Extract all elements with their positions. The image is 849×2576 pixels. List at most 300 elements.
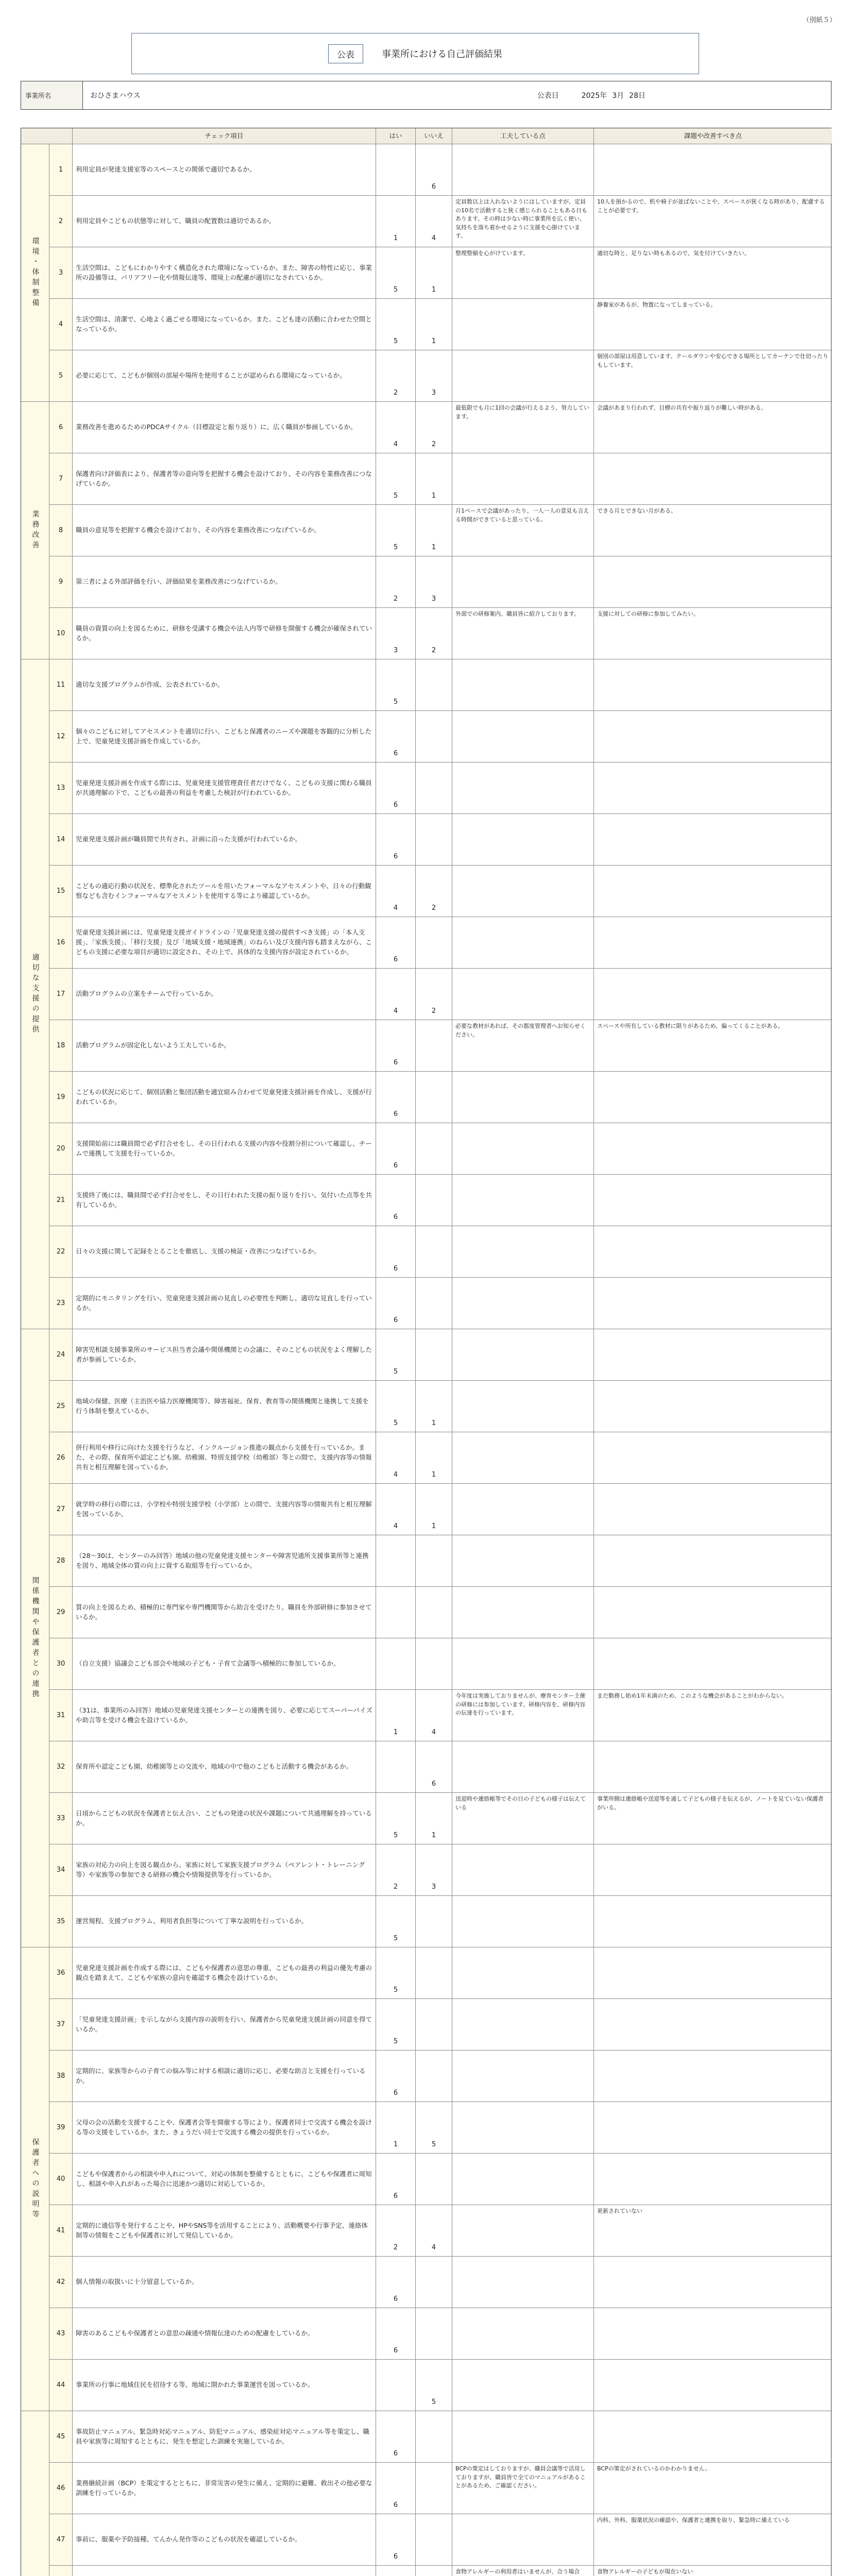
check-item: 業務継続計画（BCP）を策定するとともに、非常災害の発生に備え、定期的に避難、救出その他必要な訓練を行っているか。 [73, 2463, 376, 2514]
check-item: （31は、事業所のみ回答）地域の児童発達支援センターとの連携を図り、必要に応じてスーパーバイズや助言等を受ける機会を設けているか。 [73, 1690, 376, 1741]
effort-note [452, 1999, 594, 2050]
no-count [416, 453, 452, 505]
check-item: （自立支援）協議会こども部会や地域の子ども・子育て会議等へ積極的に参加しているか。 [73, 1638, 376, 1690]
check-item: 定期的に通信等を発行することや、HPやSNS等を活用することにより、活動概要や行事予定、連絡体制等の情報をこどもや保護者に対して発信しているか。 [73, 2205, 376, 2257]
check-item: 運営規程、支援プログラム、利用者負担等について丁寧な説明を行っているか。 [73, 1896, 376, 1947]
effort-note: 最低限でも月に1回の会議が行えるよう、努力しています。 [452, 402, 594, 453]
no-count [416, 1072, 452, 1123]
yes-count-value: 6 [393, 1316, 398, 1324]
category-cell [21, 1329, 49, 1947]
check-item: 支援終了後には、職員間で必ず打合せをし、その日行われた支援の振り返りを行い、気付いた点等を共有しているか。 [73, 1175, 376, 1226]
issue-note [594, 2411, 832, 2463]
check-item: 個々のこどもに対してアセスメントを適切に行い、こどもと保護者のニーズや課題を客観的に分析した上で、児童発達支援計画を作成しているか。 [73, 711, 376, 762]
yes-count [376, 299, 416, 350]
yes-count [376, 1484, 416, 1535]
effort-note [452, 1844, 594, 1896]
row-number: 47 [49, 2514, 73, 2566]
no-count [416, 2308, 452, 2360]
no-count-value: 1 [431, 1522, 436, 1530]
effort-note [452, 2050, 594, 2102]
yes-count-value: 6 [393, 1264, 398, 1273]
no-count [416, 556, 452, 608]
effort-note [452, 1587, 594, 1638]
check-item: 障害児相談支援事業所のサービス担当者会議や関係機関との会議に、そのこどもの状況をよく理解した者が参画しているか。 [73, 1329, 376, 1381]
issue-note [594, 814, 832, 866]
yes-count-value: 2 [393, 388, 398, 397]
yes-count [376, 1020, 416, 1072]
no-count [416, 711, 452, 762]
no-count [416, 247, 452, 299]
row-number: 37 [49, 1999, 73, 2050]
yes-count [376, 1278, 416, 1329]
effort-note [452, 814, 594, 866]
effort-note [452, 969, 594, 1020]
yes-count [376, 2566, 416, 2576]
no-count-value: 2 [431, 1007, 436, 1015]
no-count-value: 6 [431, 182, 436, 191]
issue-note: 10人を預かるので、机や椅子が並ばないことや、スペースが狭くなる時があり、配慮することが必要です。 [594, 196, 832, 247]
no-count-value: 3 [431, 1883, 436, 1891]
yes-count [376, 866, 416, 917]
facility-label: 事業所名 [21, 81, 83, 109]
row-number: 12 [49, 711, 73, 762]
row-number: 24 [49, 1329, 73, 1381]
check-item: 利用定員が発達支援室等のスペースとの関係で適切であるか。 [73, 144, 376, 196]
yes-count-value: 6 [393, 2501, 398, 2509]
yes-count [376, 2308, 416, 2360]
effort-note [452, 659, 594, 711]
issue-note [594, 1741, 832, 1793]
check-item: 日頃からこどもの状況を保護者と伝え合い、こどもの発達の状況や課題について共通理解を持っているか。 [73, 1793, 376, 1844]
yes-count [376, 711, 416, 762]
yes-count [376, 1741, 416, 1793]
row-number: 5 [49, 350, 73, 402]
no-count [416, 196, 452, 247]
no-count [416, 608, 452, 659]
check-item: 職員の意見等を把握する機会を設けており、その内容を業務改善につなげているか。 [73, 505, 376, 556]
yes-count-value: 5 [393, 698, 398, 706]
row-number: 7 [49, 453, 73, 505]
effort-note [452, 917, 594, 969]
no-count-value: 4 [431, 1728, 436, 1736]
row-number: 34 [49, 1844, 73, 1896]
yes-count [376, 969, 416, 1020]
check-item: 定期的にモニタリングを行い、児童発達支援計画の見直しの必要性を判断し、適切な見直しを行っているか。 [73, 1278, 376, 1329]
yes-count [376, 453, 416, 505]
header-yes: はい [376, 128, 416, 144]
no-count [416, 1226, 452, 1278]
row-number: 14 [49, 814, 73, 866]
row-number: 35 [49, 1896, 73, 1947]
check-item: こどもの適応行動の状況を、標準化されたツールを用いたフォーマルなアセスメントや、日々の行動観察なども含むインフォーマルなアセスメントを使用する等により確認しているか。 [73, 866, 376, 917]
yes-count [376, 2102, 416, 2154]
no-count [416, 2566, 452, 2576]
issue-note [594, 866, 832, 917]
yes-count [376, 1999, 416, 2050]
check-item: 質の向上を図るため、積極的に専門家や専門機関等から助言を受けたり、職員を外部研修に参加させているか。 [73, 1587, 376, 1638]
effort-note [452, 299, 594, 350]
no-count [416, 2411, 452, 2463]
issue-note [594, 556, 832, 608]
no-count-value: 1 [431, 285, 436, 294]
no-count [416, 2514, 452, 2566]
row-number: 16 [49, 917, 73, 969]
no-count [416, 1793, 452, 1844]
yes-count-value: 6 [393, 1110, 398, 1118]
issue-note [594, 1432, 832, 1484]
issue-note: まだ勤務し始め1年未満のため、このような機会があることがわからない。 [594, 1690, 832, 1741]
effort-note [452, 1535, 594, 1587]
effort-note [452, 2154, 594, 2205]
no-count [416, 969, 452, 1020]
issue-note [594, 1587, 832, 1638]
row-number: 1 [49, 144, 73, 196]
yes-count [376, 2360, 416, 2411]
effort-note: 今年度は実施しておりませんが、療育センター主催の研修には参加しています。研修内容を、研修内容の伝達を行っています。 [452, 1690, 594, 1741]
yes-count-value: 5 [393, 1831, 398, 1839]
yes-count [376, 608, 416, 659]
effort-note [452, 762, 594, 814]
yes-count [376, 659, 416, 711]
issue-note [594, 1844, 832, 1896]
effort-note [452, 350, 594, 402]
header-item: チェック項目 [73, 128, 376, 144]
row-number: 40 [49, 2154, 73, 2205]
issue-note [594, 1947, 832, 1999]
no-count-value: 5 [431, 2140, 436, 2148]
yes-count-value: 5 [393, 492, 398, 500]
effort-note [452, 2360, 594, 2411]
yes-count [376, 2514, 416, 2566]
row-number: 18 [49, 1020, 73, 1072]
no-count-value: 1 [431, 337, 436, 345]
public-badge: 公表 [328, 44, 363, 63]
effort-note [452, 1123, 594, 1175]
issue-note: 内科、外科、服薬状況の確認や、保護者と連携を取り、緊急時に備えている [594, 2514, 832, 2566]
yes-count [376, 1690, 416, 1741]
row-number: 39 [49, 2102, 73, 2154]
no-count-value: 2 [431, 440, 436, 448]
yes-count [376, 402, 416, 453]
no-count [416, 1020, 452, 1072]
no-count [416, 1947, 452, 1999]
yes-count-value: 5 [393, 2037, 398, 2045]
row-number: 43 [49, 2308, 73, 2360]
check-item: 児童発達支援計画が職員間で共有され、計画に沿った支援が行われているか。 [73, 814, 376, 866]
check-item: 家族の対応力の向上を図る観点から、家族に対して家族支援プログラム（ペアレント・トレーニング等）や家族等の参加できる研修の機会や情報提供等を行っているか。 [73, 1844, 376, 1896]
row-number: 36 [49, 1947, 73, 1999]
check-item [73, 2566, 376, 2576]
row-number: 2 [49, 196, 73, 247]
check-item: 「児童発達支援計画」を示しながら支援内容の説明を行い、保護者から児童発達支援計画の同意を得ているか。 [73, 1999, 376, 2050]
effort-note [452, 453, 594, 505]
row-number: 11 [49, 659, 73, 711]
publication-date [537, 90, 646, 100]
effort-note [452, 1329, 594, 1381]
issue-note: できる月とできない月がある。 [594, 505, 832, 556]
row-number: 31 [49, 1690, 73, 1741]
no-count [416, 1638, 452, 1690]
check-item: 障害のあるこどもや保護者との意思の疎通や情報伝達のための配慮をしているか。 [73, 2308, 376, 2360]
yes-count [376, 917, 416, 969]
effort-note [452, 1947, 594, 1999]
check-item: （28〜30は、センターのみ回答）地域の他の児童発達支援センターや障害児通所支援事業所等と連携を図り、地域全体の質の向上に資する取組等を行っているか。 [73, 1535, 376, 1587]
yes-count-value: 6 [393, 1058, 398, 1066]
no-count [416, 814, 452, 866]
issue-note [594, 762, 832, 814]
yes-count [376, 2050, 416, 2102]
yes-count-value: 6 [393, 801, 398, 809]
date-year: 2025年 [581, 92, 607, 100]
yes-count-value: 2 [393, 1883, 398, 1891]
yes-count-value: 4 [393, 1470, 398, 1479]
issue-note [594, 1484, 832, 1535]
issue-note: スペースや所有している教材に限りがあるため、偏ってくることがある。 [594, 1020, 832, 1072]
yes-count [376, 350, 416, 402]
check-item: 業務改善を進めるためのPDCAサイクル（目標設定と振り返り）に、広く職員が参画しているか。 [73, 402, 376, 453]
check-item: 支援開始前には職員間で必ず打合せをし、その日行われる支援の内容や役割分担について確認し、チームで連携して支援を行っているか。 [73, 1123, 376, 1175]
check-item: こどもや保護者からの相談や申入れについて、対応の体制を整備するとともに、こどもや保護者に周知し、相談や申入れがあった場合に迅速かつ適切に対応しているか。 [73, 2154, 376, 2205]
effort-note [452, 1278, 594, 1329]
category-cell [21, 1947, 49, 2411]
row-number: 38 [49, 2050, 73, 2102]
yes-count-value: 4 [393, 904, 398, 912]
yes-count [376, 2463, 416, 2514]
issue-note [594, 2360, 832, 2411]
header-blank [21, 128, 73, 144]
yes-count-value: 2 [393, 2243, 398, 2251]
row-number: 21 [49, 1175, 73, 1226]
no-count-value: 1 [431, 543, 436, 551]
issue-note [594, 2154, 832, 2205]
yes-count-value: 1 [393, 2140, 398, 2148]
check-item: 日々の支援に関して記録をとることを徹底し、支援の検証・改善につなげているか。 [73, 1226, 376, 1278]
effort-note [452, 1381, 594, 1432]
effort-note [452, 1741, 594, 1793]
check-item: 保育所や認定こども園、幼稚園等との交流や、地域の中で他のこどもと活動する機会があるか。 [73, 1741, 376, 1793]
no-count [416, 762, 452, 814]
category-cell [21, 659, 49, 1329]
check-item: 事故防止マニュアル、緊急時対応マニュアル、防犯マニュアル、感染症対応マニュアル等を策定し、職員や家族等に周知するとともに、発生を想定した訓練を実施しているか。 [73, 2411, 376, 2463]
issue-note [594, 453, 832, 505]
no-count [416, 2360, 452, 2411]
date-day: 28日 [629, 92, 646, 100]
no-count [416, 1123, 452, 1175]
row-number: 46 [49, 2463, 73, 2514]
evaluation-table [21, 128, 831, 2576]
check-item: 第三者による外部評価を行い、評価結果を業務改善につなげているか。 [73, 556, 376, 608]
no-count [416, 2050, 452, 2102]
issue-note: 支援に対しての研修に参加してみたい。 [594, 608, 832, 659]
no-count [416, 402, 452, 453]
yes-count-value: 5 [393, 285, 398, 294]
header-effort: 工夫している点 [452, 128, 594, 144]
effort-note: 外部での研修案内、職員皆に紹介しております。 [452, 608, 594, 659]
yes-count-value: 6 [393, 2449, 398, 2458]
row-number: 33 [49, 1793, 73, 1844]
no-count-value: 2 [431, 646, 436, 654]
yes-count-value: 4 [393, 1007, 398, 1015]
row-number: 19 [49, 1072, 73, 1123]
row-number: 29 [49, 1587, 73, 1638]
yes-count [376, 1175, 416, 1226]
header-no: いいえ [416, 128, 452, 144]
issue-note: 適切な時と、足りない時もあるので、気を付けていきたい。 [594, 247, 832, 299]
check-item: 児童発達支援計画を作成する際には、こどもや保護者の意思の尊重、こどもの最善の利益の優先考慮の観点を踏まえて、こどもや家族の意向を確認する機会を設けているか。 [73, 1947, 376, 1999]
date-label: 公表日 [537, 92, 559, 100]
no-count-value: 4 [431, 234, 436, 242]
yes-count-value: 6 [393, 1213, 398, 1221]
effort-note [452, 1175, 594, 1226]
category-label: 保護者への説明等 [31, 2138, 40, 2221]
effort-note [452, 711, 594, 762]
yes-count-value: 4 [393, 1522, 398, 1530]
yes-count-value: 5 [393, 543, 398, 551]
check-item: 就学時の移行の際には、小学校や特別支援学校（小学部）との間で、支援内容等の情報共有と相互理解を図っているか。 [73, 1484, 376, 1535]
row-number: 13 [49, 762, 73, 814]
issue-note [594, 2257, 832, 2308]
yes-count [376, 1947, 416, 1999]
yes-count-value: 1 [393, 234, 398, 242]
category-label: 環境・体制整備 [31, 236, 40, 309]
row-number: 15 [49, 866, 73, 917]
yes-count [376, 2205, 416, 2257]
check-item: 事業所の行事に地域住民を招待する等、地域に開かれた事業運営を図っているか。 [73, 2360, 376, 2411]
check-item: 児童発達支援計画を作成する際には、児童発達支援管理責任者だけでなく、こどもの支援に関わる職員が共通理解の下で、こどもの最善の利益を考慮した検討が行われているか。 [73, 762, 376, 814]
yes-count [376, 1072, 416, 1123]
row-number: 45 [49, 2411, 73, 2463]
category-cell [21, 144, 49, 402]
row-number: 20 [49, 1123, 73, 1175]
issue-note [594, 2308, 832, 2360]
yes-count [376, 2257, 416, 2308]
issue-note [594, 1123, 832, 1175]
check-item: 父母の会の活動を支援することや、保護者会等を開催する等により、保護者同士で交流する機会を設ける等の支援をしているか。また、きょうだい同士で交流する機会の提供を行っているか。 [73, 2102, 376, 2154]
row-number: 32 [49, 1741, 73, 1793]
issue-note [594, 144, 832, 196]
effort-note [452, 1072, 594, 1123]
issue-note [594, 2102, 832, 2154]
issue-note [594, 2050, 832, 2102]
category-label: 関係機関や保護者との連携 [31, 1576, 40, 1700]
yes-count-value: 6 [393, 2192, 398, 2200]
issue-note [594, 969, 832, 1020]
row-number: 17 [49, 969, 73, 1020]
title-box [131, 33, 699, 74]
row-number: 44 [49, 2360, 73, 2411]
effort-note: 必要な教材があれば、その都度管理者へお知らせください。 [452, 1020, 594, 1072]
issue-note [594, 1638, 832, 1690]
yes-count [376, 144, 416, 196]
check-item: 地域の保健、医療（主治医や協力医療機関等）、障害福祉、保育、教育等の関係機関と連携して支援を行う体制を整えているか。 [73, 1381, 376, 1432]
effort-note [452, 2514, 594, 2566]
issue-note [594, 1896, 832, 1947]
issue-note [594, 659, 832, 711]
effort-note [452, 1896, 594, 1947]
yes-count-value: 4 [393, 440, 398, 448]
issue-note: 事業所側は連絡帳や送迎等を通して子どもの様子を伝えるが、ノートを見ていない保護者がいる。 [594, 1793, 832, 1844]
row-number: 22 [49, 1226, 73, 1278]
yes-count [376, 1793, 416, 1844]
no-count-value: 1 [431, 1470, 436, 1479]
yes-count-value: 3 [393, 646, 398, 654]
yes-count [376, 556, 416, 608]
issue-note [594, 1329, 832, 1381]
row-number: 9 [49, 556, 73, 608]
check-item: 保護者向け評価表により、保護者等の意向等を把握する機会を設けており、その内容を業務改善につなげているか。 [73, 453, 376, 505]
issue-note [594, 1999, 832, 2050]
date-month: 3月 [612, 92, 624, 100]
header-issue: 課題や改善すべき点 [594, 128, 832, 144]
check-item: 生活空間は、こどもにわかりやすく構造化された環境になっているか。また、障害の特性に応じ、事業所の設備等は、バリアフリー化や情報伝達等、環境上の配慮が適切になされているか。 [73, 247, 376, 299]
no-count [416, 1175, 452, 1226]
no-count [416, 1741, 452, 1793]
no-count [416, 2463, 452, 2514]
check-item: 活動プログラムが固定化しないよう工夫しているか。 [73, 1020, 376, 1072]
yes-count [376, 247, 416, 299]
issue-note [594, 1175, 832, 1226]
no-count [416, 2154, 452, 2205]
no-count [416, 505, 452, 556]
issue-note [594, 711, 832, 762]
no-count-value: 3 [431, 388, 436, 397]
effort-note: BCPの策定はしておりますが、職員会議等で活用しておりますが、職員皆で全てのマニュアルがあることがあるため、ご確認ください。 [452, 2463, 594, 2514]
no-count [416, 1587, 452, 1638]
yes-count-value: 2 [393, 595, 398, 603]
yes-count-value: 1 [393, 1728, 398, 1736]
row-number: 26 [49, 1432, 73, 1484]
yes-count-value: 5 [393, 337, 398, 345]
yes-count [376, 762, 416, 814]
yes-count-value: 6 [393, 2346, 398, 2354]
effort-note [452, 1226, 594, 1278]
effort-note [452, 2102, 594, 2154]
issue-note [594, 1278, 832, 1329]
row-number: 25 [49, 1381, 73, 1432]
yes-count-value: 6 [393, 1161, 398, 1170]
no-count [416, 1329, 452, 1381]
yes-count [376, 196, 416, 247]
check-item: 利用定員やこどもの状態等に対して、職員の配置数は適切であるか。 [73, 196, 376, 247]
no-count [416, 1844, 452, 1896]
no-count-value: 6 [431, 1780, 436, 1788]
yes-count [376, 1381, 416, 1432]
yes-count [376, 1432, 416, 1484]
effort-note [452, 144, 594, 196]
yes-count-value: 6 [393, 955, 398, 963]
row-number: 41 [49, 2205, 73, 2257]
no-count-value: 4 [431, 2243, 436, 2251]
effort-note [452, 2308, 594, 2360]
no-count [416, 1432, 452, 1484]
effort-note: 送迎時や連絡帳等でその日の子どもの様子は伝えている [452, 1793, 594, 1844]
check-item: 職員の資質の向上を図るために、研修を受講する機会や法人内等で研修を開催する機会が確保されているか。 [73, 608, 376, 659]
no-count-value: 2 [431, 904, 436, 912]
issue-note [594, 1072, 832, 1123]
row-number: 28 [49, 1535, 73, 1587]
issue-note [594, 917, 832, 969]
check-item: 活動プログラムの立案をチームで行っているか。 [73, 969, 376, 1020]
yes-count-value: 5 [393, 1934, 398, 1942]
issue-note: 会議があまり行われず、目標の共有や振り返りが難しい時がある。 [594, 402, 832, 453]
no-count-value: 3 [431, 595, 436, 603]
issue-note: 静養室があるが、物置になってしまっている。 [594, 299, 832, 350]
row-number: 10 [49, 608, 73, 659]
check-item: 事前に、服薬や予防接種、てんかん発作等のこどもの状況を確認しているか。 [73, 2514, 376, 2566]
row-number: 6 [49, 402, 73, 453]
category-cell [21, 2411, 49, 2576]
effort-note [452, 2411, 594, 2463]
